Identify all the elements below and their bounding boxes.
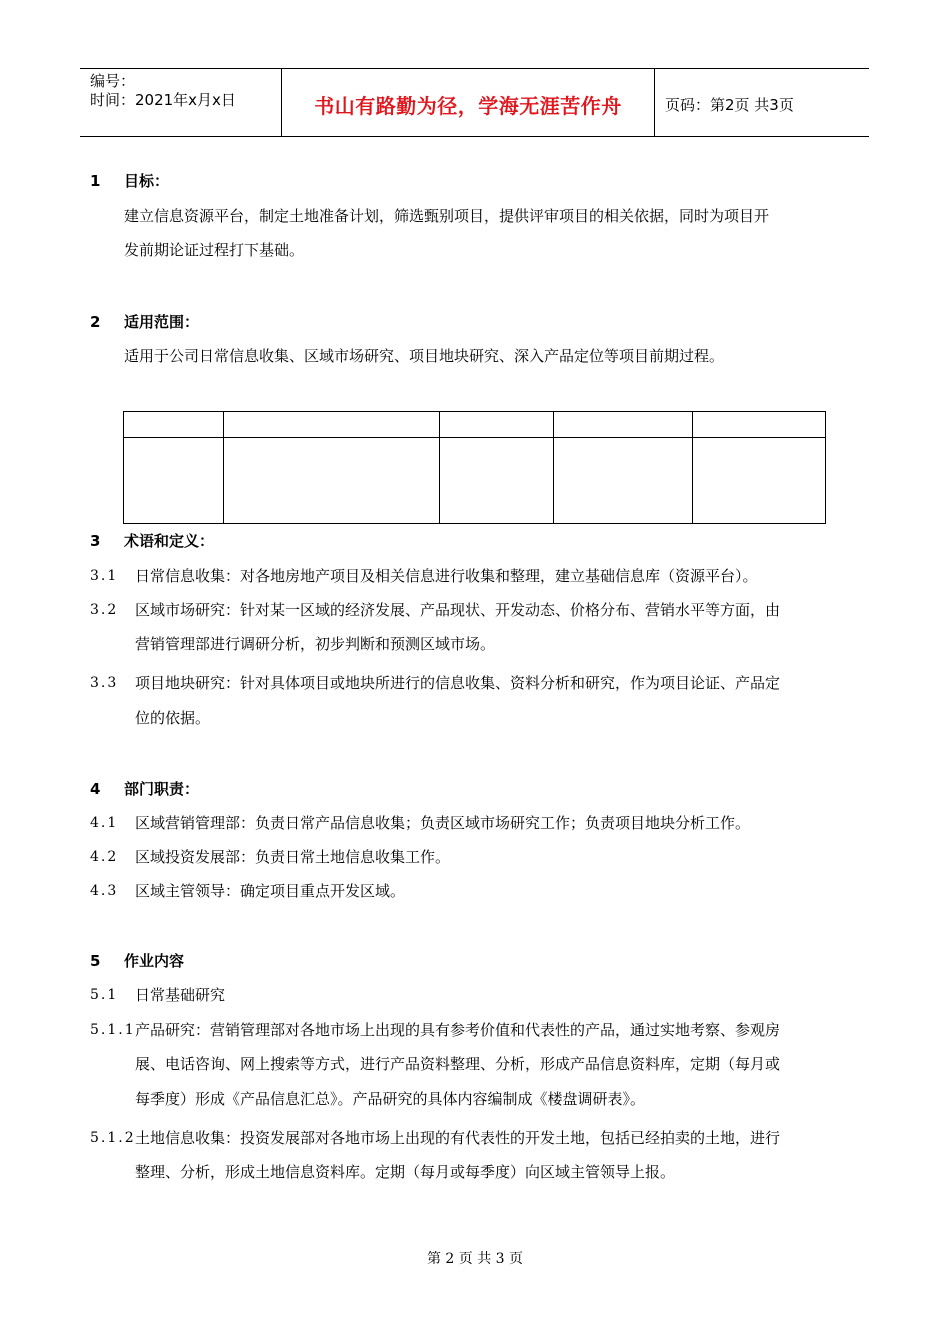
item-5-1-1-number: 5.1.1 bbox=[90, 1022, 136, 1038]
section-5-number: 5 bbox=[90, 952, 101, 970]
section-4-number: 4 bbox=[90, 780, 101, 798]
item-4-2-text: 区域投资发展部：负责日常土地信息收集工作。 bbox=[135, 848, 451, 866]
section-2-text: 适用于公司日常信息收集、区域市场研究、项目地块研究、深入产品定位等项目前期过程。 bbox=[124, 347, 725, 365]
item-5-1-2-text: 土地信息收集：投资发展部对各地市场上出现的有代表性的开发土地，包括已经拍卖的土地，进行 bbox=[135, 1129, 781, 1147]
item-3-1-number: 3.1 bbox=[90, 568, 119, 584]
table-row-divider bbox=[124, 437, 825, 438]
item-4-2-number: 4.2 bbox=[90, 849, 119, 865]
item-3-3-number: 3.3 bbox=[90, 675, 119, 691]
item-3-2-number: 3.2 bbox=[90, 602, 119, 618]
item-4-3-number: 4.3 bbox=[90, 883, 119, 899]
document-date-label: 时间：2021年x月x日 bbox=[90, 91, 236, 109]
table-column-divider bbox=[223, 412, 224, 523]
document-number-label: 编号： bbox=[90, 72, 136, 90]
item-4-1-text: 区域营销管理部：负责日常产品信息收集；负责区域市场研究工作；负责项目地块分析工作。 bbox=[135, 814, 751, 832]
section-5-title: 作业内容 bbox=[124, 952, 185, 970]
blank-table bbox=[123, 411, 826, 524]
page-footer: 第 2 页 共 3 页 bbox=[426, 1251, 524, 1267]
section-1-text-line2: 发前期论证过程打下基础。 bbox=[124, 241, 305, 259]
item-5-1-number: 5.1 bbox=[90, 987, 119, 1003]
header-motto: 书山有路勤为径，学海无涯苦作舟 bbox=[314, 94, 622, 118]
table-column-divider bbox=[692, 412, 693, 523]
header-page-info: 页码：第2页 共3页 bbox=[665, 96, 794, 114]
item-4-1-number: 4.1 bbox=[90, 815, 119, 831]
section-3-number: 3 bbox=[90, 532, 101, 550]
section-4-title: 部门职责： bbox=[124, 780, 200, 798]
item-5-1-2-number: 5.1.2 bbox=[90, 1130, 136, 1146]
item-5-1-1-text: 产品研究：营销管理部对各地市场上出现的具有参考价值和代表性的产品，通过实地考察、参观房 bbox=[135, 1021, 781, 1039]
document-header bbox=[80, 68, 869, 137]
header-page-cell bbox=[655, 69, 869, 136]
section-2-title: 适用范围： bbox=[124, 313, 200, 331]
section-1-number: 1 bbox=[90, 172, 101, 190]
section-2-number: 2 bbox=[90, 313, 101, 331]
item-4-3-text: 区域主管领导：确定项目重点开发区域。 bbox=[135, 882, 406, 900]
item-5-1-1-text-line3: 每季度）形成《产品信息汇总》。产品研究的具体内容编制成《楼盘调研表》。 bbox=[135, 1090, 646, 1108]
table-column-divider bbox=[553, 412, 554, 523]
item-5-1-text: 日常基础研究 bbox=[135, 986, 226, 1004]
section-1-text-line1: 建立信息资源平台，制定土地准备计划，筛选甄别项目，提供评审项目的相关依据，同时为项目开 bbox=[124, 207, 770, 225]
table-column-divider bbox=[439, 412, 440, 523]
header-motto-cell bbox=[282, 69, 655, 136]
item-5-1-1-text-line2: 展、电话咨询、网上搜索等方式，进行产品资料整理、分析，形成产品信息资料库，定期（每月或 bbox=[135, 1055, 781, 1073]
item-3-2-text-line2: 营销管理部进行调研分析，初步判断和预测区域市场。 bbox=[135, 635, 496, 653]
item-3-3-text: 项目地块研究：针对具体项目或地块所进行的信息收集、资料分析和研究，作为项目论证、产品定 bbox=[135, 674, 781, 692]
section-3-title: 术语和定义： bbox=[124, 532, 215, 550]
item-5-1-2-text-line2: 整理、分析，形成土地信息资料库。定期（每月或每季度）向区域主管领导上报。 bbox=[135, 1163, 676, 1181]
item-3-3-text-line2: 位的依据。 bbox=[135, 709, 211, 727]
header-left-cell bbox=[80, 69, 282, 136]
item-3-1-text: 日常信息收集：对各地房地产项目及相关信息进行收集和整理，建立基础信息库（资源平台）。 bbox=[135, 567, 758, 585]
section-1-title: 目标： bbox=[124, 172, 170, 190]
item-3-2-text: 区域市场研究：针对某一区域的经济发展、产品现状、开发动态、价格分布、营销水平等方面，由 bbox=[135, 601, 781, 619]
